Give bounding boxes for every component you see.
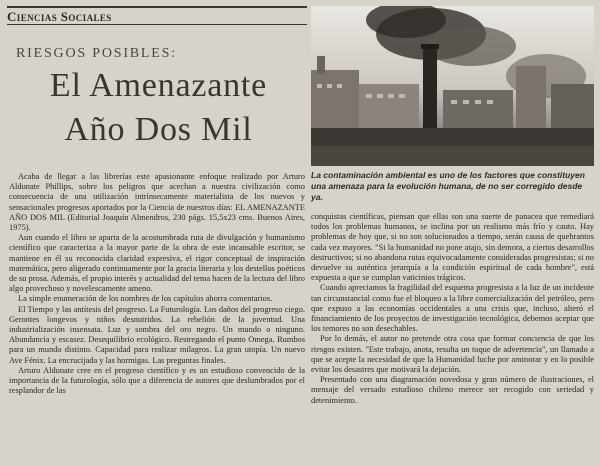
body-paragraph: El Tiempo y las antítesis del progreso. La Futurología. Los daños del progreso ciego. Gerontes longevos y niños desnutridos. La rebelión de la juventud. Una industrialización insensata. Luz y sombra del oro negro. Un mundo o ninguno. Abundancia y escasez. Desequilibrio ecológico. Restregando el punto Omega. Rumbos para un mundo distinto. Capacidad para realizar milagros. La gran utopía. Un nuevo Ave Fénix. La encrucijada y las hormigas. Las preguntas finales.	[9, 304, 305, 365]
section-label: Ciencias Sociales	[7, 9, 112, 24]
body-paragraph: La simple enumeración de los nombres de los capítulos ahorra comentarios.	[18, 294, 273, 304]
body-paragraph: conquistas científicas, piensan que ellas son una suerte de panacea que remediará todos los problemas humanos, se inclina por un realismo más frío y cauto. Hay problemas de hoy que, si no son solucionados a tiempo, serán causa de quebrantos cada vez mayores. "Si la humanidad no pone atajo, sin demora, a ciertos desarrollos destructivos; si no abandona rutas equivocadamente consideradas progresistas; si no devuelve su auténtica jerarquía a la condición espiritual de cada hombre", está expuesta a que se cumplan vaticinios trágicos.	[311, 212, 594, 283]
article-body-left-column	[9, 172, 305, 462]
article-headline	[16, 64, 301, 152]
body-paragraph: Acaba de llegar a las librerías este apasionante enfoque realizado por Arturo Aldunate Phillips, sobre los peligros que acechan a nuestra civilización como consecuencia de una utilización intrínsecamente materialista de los nuevos y sensacionales progresos aportados por la Ciencia de nuestros días: EL AMENAZANTE AÑO DOS MIL (Editorial Joaquín Almendros, 230 págs. 15,5x23 cms. Buenos Aires, 1975).	[9, 172, 305, 233]
smokestack-illustration	[311, 6, 594, 166]
body-paragraph: Aun cuando el libro se aparta de la acostumbrada ruta de divulgación y humanismo científico que caracteriza a la mayor parte de la obra de este incansable escritor, se mantiene en él su reconocida claridad expresiva, el rigor conceptual de inspiración matemática, pero aligerado continuamente por la gracia literaria y los destellos poéticos de su prosa. Además, el propio interés y actualidad del tema hacen de la lectura del libro algo provechoso y novelescamente ameno.	[9, 233, 305, 294]
article-body-right-column	[311, 212, 594, 462]
body-paragraph: Arturo Aldunate cree en el progreso científico y es un estudioso convencido de la importancia de la futurología, sólo que a diferencia de autores que deslumbrados por el resplandor de las	[9, 365, 305, 396]
headline-line-1: El Amenazante	[49, 67, 268, 104]
body-paragraph: Presentado con una diagramación novedosa y gran número de ilustraciones, el mensaje del versado estudioso chileno merece ser recogido con seriedad y detenimiento.	[311, 375, 594, 405]
industrial-smokestack-photo	[311, 6, 594, 166]
body-paragraph: Cuando apreciamos la fragilidad del esquema progresista a la luz de un incidente tan circunstancial como fue el bloqueo a la libre comercialización del petróleo, pero que expuso a las economías occidentales a una crisis que, incluso, alteró el financiamiento de los proyectos de investigación tecnológica, debemos aceptar que los temores no son desechables.	[311, 283, 594, 334]
body-paragraph: Por lo demás, el autor no pretende otra cosa que formar conciencia de que los riesgos existen. "Este trabajo, anota, resulta un toque de advertencia", un llamado a que se acepte la necesidad de que la Humanidad luche por aminorar y en lo posible evitar los desastres que motivará la dejación.	[311, 334, 594, 375]
article-kicker: RIESGOS POSIBLES:	[16, 46, 177, 61]
section-header	[7, 6, 307, 25]
photo-caption: La contaminación ambiental es uno de los factores que constituyen una amenaza para la evolución humana, de no ser corregido desde ya.	[311, 170, 585, 202]
headline-line-2: Año Dos Mil	[64, 111, 253, 148]
